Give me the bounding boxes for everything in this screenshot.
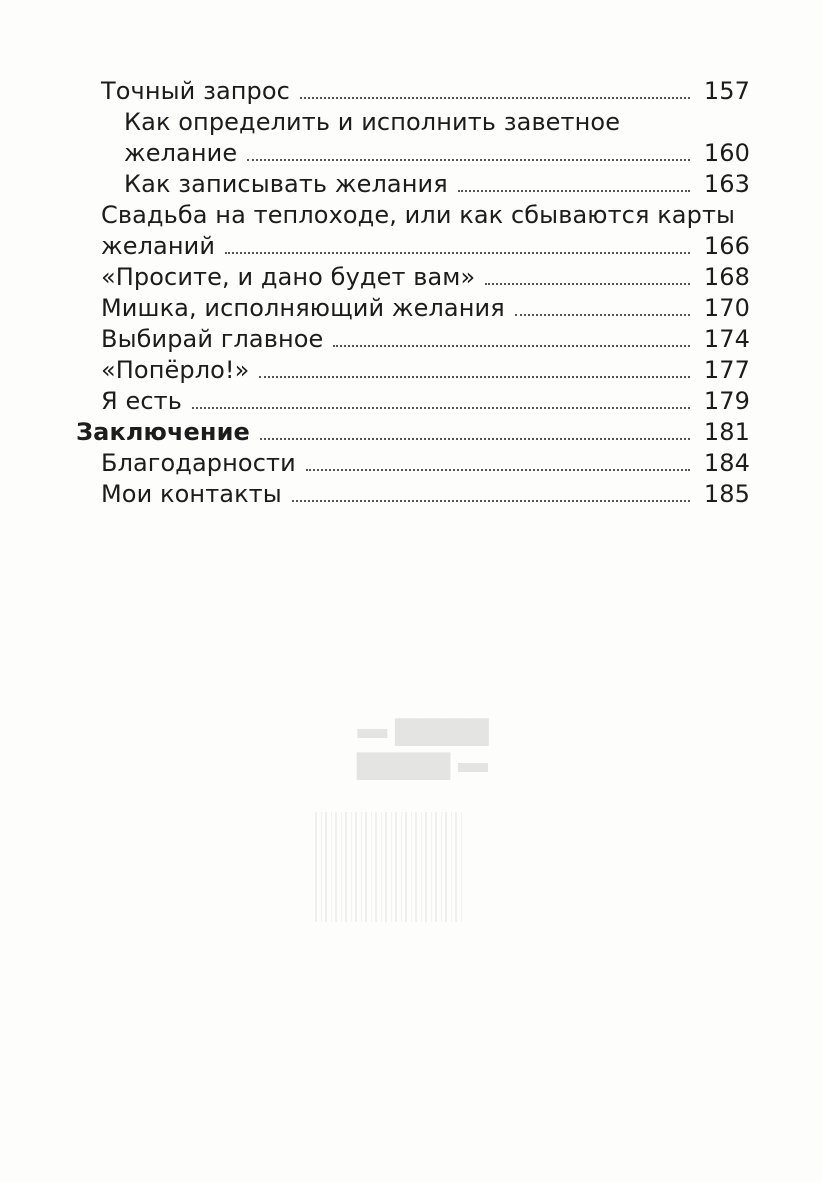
toc-entry-page: 179 bbox=[703, 387, 750, 415]
bleed-through-logo: ▆▆▆▆ ▬ ▬ ▆▆▆▆ bbox=[357, 712, 488, 779]
toc-entry-page: 160 bbox=[703, 139, 750, 167]
toc-entry-page: 185 bbox=[703, 480, 750, 508]
dot-leader bbox=[485, 282, 690, 285]
toc-entry-page: 166 bbox=[703, 232, 750, 260]
dot-leader bbox=[292, 499, 690, 502]
toc-entry-page: 170 bbox=[703, 294, 750, 322]
toc-entry-page: 177 bbox=[703, 356, 750, 384]
dot-leader bbox=[306, 468, 690, 471]
toc-entry-title: Свадьба на теплоходе, или как сбываются карты bbox=[101, 201, 736, 229]
toc-entry-title: Точный запрос bbox=[101, 76, 300, 107]
toc-entry-page: 181 bbox=[703, 418, 750, 446]
dot-leader bbox=[247, 158, 690, 161]
toc-entry bbox=[76, 76, 750, 107]
toc-entry bbox=[76, 293, 750, 324]
toc-chapter-title: Заключение bbox=[76, 417, 260, 448]
dot-leader bbox=[260, 437, 690, 440]
bleed-through-barcode bbox=[315, 812, 465, 922]
toc-chapter-entry bbox=[76, 417, 750, 448]
dot-leader bbox=[192, 406, 690, 409]
toc-entry-title-cont: желание bbox=[124, 138, 247, 169]
dot-leader bbox=[300, 96, 690, 99]
toc-entry-page: 174 bbox=[703, 325, 750, 353]
toc-entry-page: 163 bbox=[703, 170, 750, 198]
dot-leader bbox=[458, 189, 690, 192]
toc-entry-page: 157 bbox=[703, 77, 750, 105]
toc-entry bbox=[76, 200, 750, 262]
toc-entry-page: 184 bbox=[703, 449, 750, 477]
toc-entry-title: Мишка, исполняющий желания bbox=[101, 293, 515, 324]
toc-entry-title: Мои контакты bbox=[101, 479, 292, 510]
toc-entry-title: Благодарности bbox=[101, 448, 306, 479]
toc-entry bbox=[76, 386, 750, 417]
toc-entry-title: Я есть bbox=[101, 386, 192, 417]
toc-entry bbox=[76, 355, 750, 386]
toc-entry-title: Выбирай главное bbox=[101, 324, 333, 355]
toc-entry-title: Как записывать желания bbox=[124, 169, 458, 200]
dot-leader bbox=[515, 313, 690, 316]
toc-entry-title-cont: желаний bbox=[101, 231, 225, 262]
dot-leader bbox=[259, 375, 689, 378]
toc-entry bbox=[76, 479, 750, 510]
toc-entry bbox=[76, 324, 750, 355]
table-of-contents bbox=[76, 76, 750, 510]
toc-entry bbox=[76, 107, 750, 169]
toc-entry-title: «Попёрло!» bbox=[101, 355, 259, 386]
toc-entry bbox=[76, 262, 750, 293]
dot-leader bbox=[225, 251, 690, 254]
toc-entry bbox=[76, 169, 750, 200]
toc-entry-page: 168 bbox=[703, 263, 750, 291]
dot-leader bbox=[333, 344, 689, 347]
toc-entry-title: «Просите, и дано будет вам» bbox=[101, 262, 485, 293]
toc-entry-title: Как определить и исполнить заветное bbox=[124, 108, 621, 136]
toc-entry bbox=[76, 448, 750, 479]
